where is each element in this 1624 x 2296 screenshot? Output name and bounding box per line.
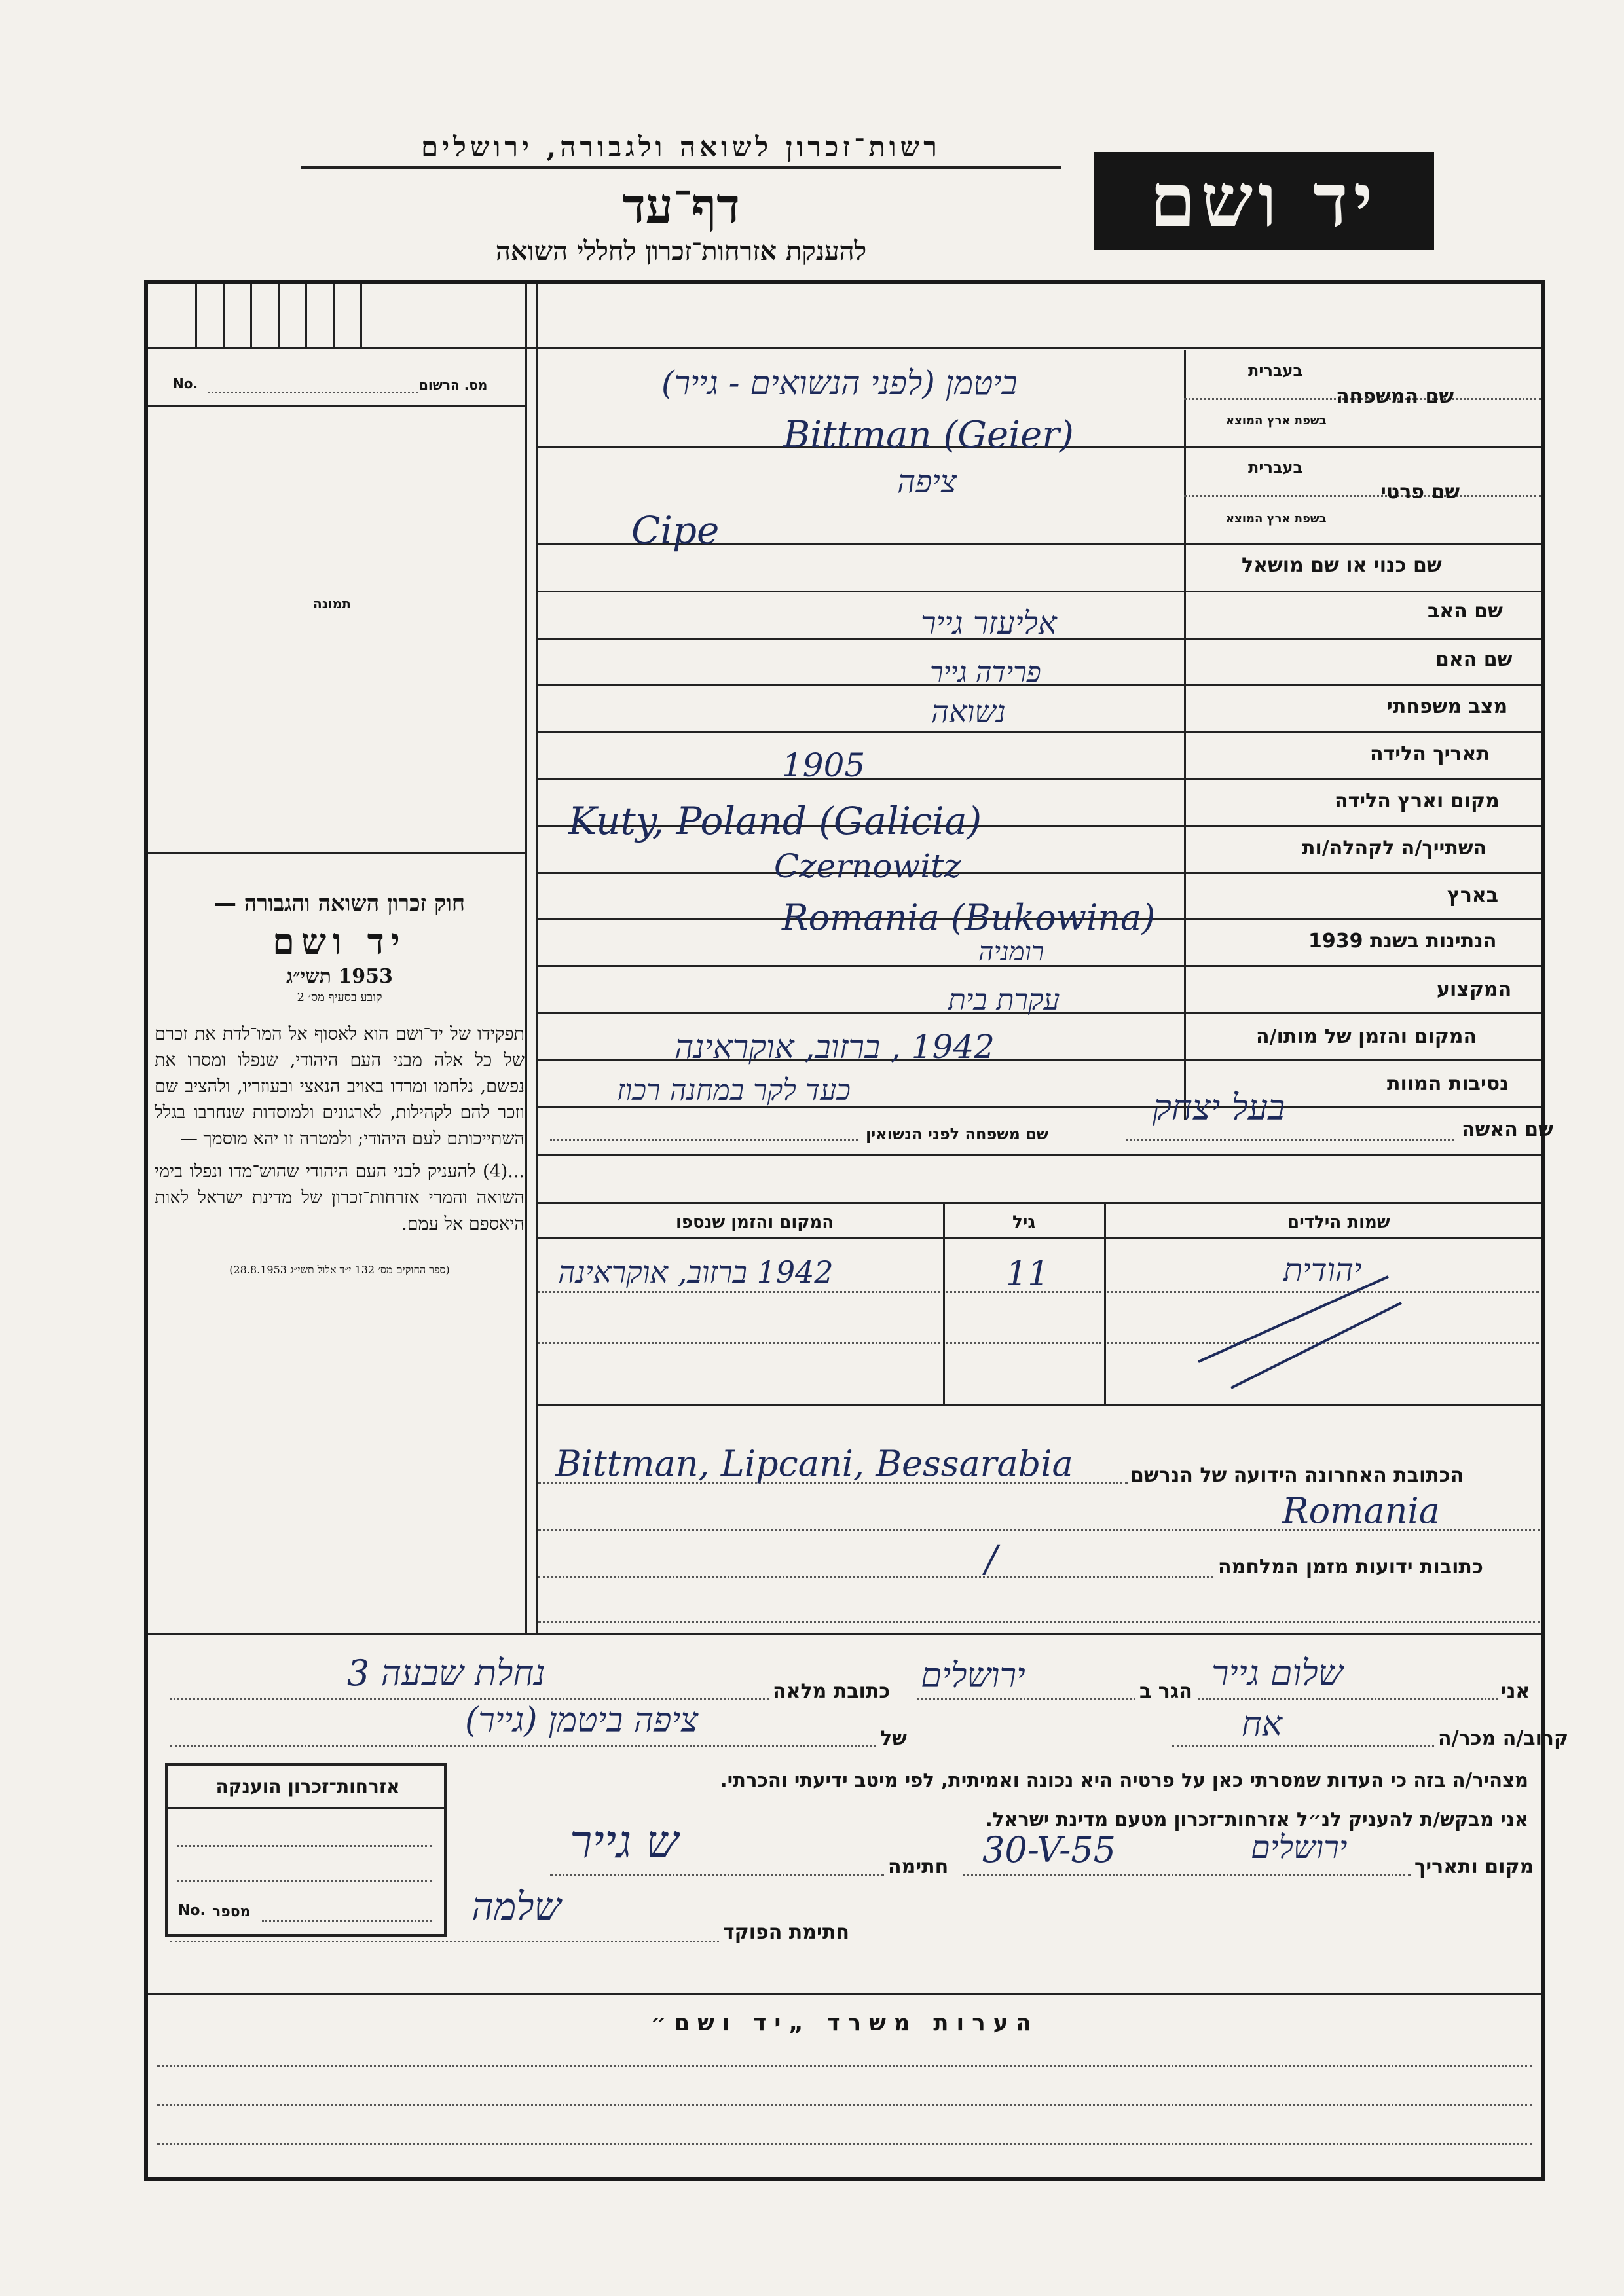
child-age-value: 11: [1006, 1254, 1050, 1294]
signature-line: [550, 1874, 884, 1876]
community-label: השתייך/ה לקהלה/ות: [1302, 837, 1487, 860]
law-source: (ספר החוקים מס׳ 132 י״ד אלול תשי״ג 28.8.1953): [229, 1264, 450, 1276]
children-place-header: המקום והזמן שנספו: [676, 1212, 834, 1232]
law-paragraph-2: ...(4) להעניק לבני העם היהודי שהוש־מדו ונפלו בימי השואה והמרי אזרחות־זכרון של מדינת ישראל לאות היאספם אל עמם.: [155, 1161, 525, 1234]
profession-label: המקצוע: [1437, 978, 1512, 1001]
family-name-label: שם המשפחה: [1336, 385, 1454, 408]
of-value: ציפה ביטמן (גייר): [465, 1701, 699, 1740]
children-col-divider: [1104, 1202, 1106, 1404]
marital-status-label: מצב משפחתי: [1387, 695, 1508, 718]
cell-divider: [278, 284, 280, 347]
resides-value: ירושלים: [921, 1656, 1025, 1696]
law-name: יד ושם: [272, 920, 407, 962]
citizenship-value: רומניה: [978, 937, 1044, 967]
death-place-value: 1942 , ברזוב, אוקראינה: [674, 1028, 995, 1066]
children-row-line: [538, 1342, 940, 1344]
wartime-address-line-2: [538, 1621, 1540, 1623]
document-subtitle: להענקת אזרחות־זכרון לחללי השואה: [495, 236, 867, 266]
row-divider: [536, 778, 1541, 780]
resides-line: [917, 1698, 1135, 1700]
date-value: 30-V-55: [982, 1829, 1116, 1870]
country-value: Romania (Bukowina): [782, 897, 1156, 938]
relation-line: [1172, 1745, 1434, 1747]
notes-line: [157, 2065, 1532, 2067]
children-col-divider: [943, 1202, 945, 1404]
law-section: קובע בסעיף מס׳ 2: [297, 991, 382, 1004]
death-cause-value: כעד לקר במחנה רכוז: [617, 1074, 851, 1107]
request-text: אני מבקש/ת להעניק לנ״ל אזרחות־זכרון מטעם מדינת ישראל.: [985, 1808, 1528, 1831]
family-name-origin-label: בשפת ארץ המוצא: [1226, 414, 1327, 428]
of-line: [170, 1745, 876, 1747]
declaration-ani-label: אני: [1501, 1680, 1530, 1703]
place-date-line: [963, 1874, 1411, 1876]
cert-box-line: [177, 1845, 432, 1847]
cell-divider: [333, 284, 335, 347]
row-divider: [536, 872, 1541, 874]
first-name-latin-value: Cipe: [631, 508, 720, 553]
father-name-label: שם האב: [1428, 600, 1503, 623]
child-place-value: 1942 ברזוב, אוקראינה: [558, 1254, 834, 1290]
first-name-hebrew-label: בעברית: [1248, 458, 1303, 477]
sub-row-divider: [1184, 495, 1541, 497]
of-label: של: [880, 1727, 907, 1750]
mother-name-value: פרידה גייר: [930, 656, 1041, 688]
wartime-address-line: [538, 1576, 1213, 1578]
official-signature-label: חתימת הפוקד: [723, 1921, 849, 1944]
last-address-line2: Romania: [1282, 1490, 1440, 1531]
spouse-name-label: שם האשה: [1462, 1118, 1553, 1141]
spouse-name-line: [1126, 1139, 1454, 1141]
cert-box-no-label: No.: [178, 1903, 206, 1919]
nickname-label: שם כנוי או שם מושאל: [1242, 554, 1442, 577]
cell-divider: [195, 284, 197, 347]
signature-value: ש גייר: [570, 1815, 679, 1868]
first-name-hebrew-value: ציפה: [897, 464, 957, 500]
declaration-text: מצהיר/ה בזה כי העדות שמסרתי כאן על פרטיה היא נכונה ואמיתית, לפי מיטב ידיעתי והכרתי.: [720, 1769, 1528, 1791]
citizenship-label: הנתינות בשנת 1939: [1308, 930, 1497, 953]
left-column-divider: [525, 284, 527, 1633]
registry-divider: [148, 405, 525, 407]
spouse-maiden-line: [550, 1139, 858, 1141]
registry-no-label: No.: [173, 376, 198, 392]
father-name-value: אליעזר גייר: [921, 605, 1057, 642]
relation-value: אח: [1242, 1705, 1282, 1744]
official-signature-value: שלמה: [471, 1884, 561, 1929]
death-cause-label: נסיבות המוות: [1387, 1072, 1509, 1095]
photo-label: תמונה: [313, 596, 351, 611]
children-header-bottom: [536, 1237, 1541, 1239]
left-column-divider-inner: [536, 284, 538, 1633]
registry-label: מס. הרשום: [419, 377, 488, 393]
cert-box-title: אזרחות־זכרון הוענקה: [215, 1776, 400, 1797]
last-address-line1: Bittman, Lipcani, Bessarabia: [555, 1443, 1073, 1484]
child-name-value: יהודית: [1283, 1252, 1362, 1288]
spouse-name-value: בעל יצחק: [1153, 1087, 1285, 1128]
profession-value: עקרת בית: [948, 983, 1060, 1017]
witness-name-line: [1198, 1698, 1498, 1700]
country-label: בארץ: [1447, 884, 1499, 907]
official-signature-line: [170, 1941, 719, 1942]
children-header-line: [536, 1202, 1541, 1204]
marital-status-value: נשואה: [931, 694, 1006, 729]
mother-name-label: שם האם: [1435, 648, 1513, 671]
photo-divider: [148, 852, 525, 854]
cell-divider: [250, 284, 252, 347]
birth-date-value: 1905: [782, 746, 866, 784]
document-title: דף־עד: [622, 178, 740, 234]
cert-box-number-label: מספר: [212, 1904, 251, 1920]
witness-name-value: שלום גייר: [1211, 1652, 1343, 1694]
authority-name: רשות־זכרון לשואה ולגבורה, ירושלים: [301, 131, 1061, 169]
birth-place-value: Kuty, Poland (Galicia): [568, 799, 982, 843]
row-divider: [536, 1154, 1541, 1156]
notes-divider: [148, 1993, 1541, 1995]
resides-label: הגר ב: [1139, 1680, 1192, 1703]
children-names-header: שמות הילדים: [1287, 1212, 1390, 1232]
notes-title: הערות משרד „יד ושם״: [650, 2010, 1039, 2036]
children-table-bottom: [536, 1404, 1541, 1406]
family-name-hebrew-value: ביטמן (לפני הנשואים - גייר): [661, 364, 1018, 402]
first-name-label: שם פרטי: [1380, 481, 1460, 503]
place-date-label: מקום ותאריך: [1414, 1855, 1534, 1878]
yad-vashem-logo: יד ושם: [1094, 152, 1434, 250]
cell-divider: [305, 284, 307, 347]
family-name-latin-value: Bittman (Geier): [783, 414, 1074, 456]
community-value: Czernowitz: [774, 847, 961, 885]
row-divider: [536, 731, 1541, 733]
notes-line: [157, 2104, 1532, 2106]
row-divider: [536, 591, 1541, 592]
children-age-header: גיל: [1012, 1212, 1036, 1232]
cert-box-divider: [168, 1807, 444, 1809]
law-title: חוק זכרון השואה והגבורה —: [213, 890, 466, 917]
full-address-label: כתובת מלאה: [773, 1680, 891, 1703]
cell-divider: [360, 284, 362, 347]
law-text-block: [155, 890, 525, 1277]
cert-box-line: [177, 1880, 432, 1882]
signature-label: חתימה: [888, 1855, 949, 1878]
law-year: 1953 תשי״ג: [286, 965, 393, 988]
top-row-divider: [148, 347, 1541, 349]
wartime-address-value: /: [985, 1539, 997, 1581]
strike-through-lines: [1192, 1264, 1408, 1394]
death-place-label: המקום והזמן של מותו/ה: [1256, 1025, 1477, 1048]
children-row-line: [946, 1342, 1101, 1344]
family-name-hebrew-label: בעברית: [1248, 361, 1303, 380]
registry-line: [208, 392, 418, 393]
notes-line: [157, 2143, 1532, 2145]
cell-divider: [223, 284, 225, 347]
relation-label: קרוב/ה מכר/ה: [1438, 1727, 1569, 1750]
birth-date-label: תאריך הלידה: [1370, 742, 1490, 765]
declaration-divider: [148, 1633, 1541, 1635]
birth-place-label: מקום וארץ הלידה: [1335, 790, 1500, 812]
cert-box-number-line: [262, 1920, 432, 1922]
first-name-origin-label: בשפת ארץ המוצא: [1226, 512, 1327, 526]
full-address-value: נחלת שבעה 3: [347, 1652, 545, 1694]
place-value: ירושלים: [1251, 1829, 1348, 1866]
children-row-line: [538, 1291, 940, 1293]
wartime-address-label: כתובות ידועות מזמן המלחמה: [1218, 1556, 1483, 1578]
spouse-maiden-label: שם משפחה לפני הנשואין: [866, 1125, 1049, 1143]
law-paragraph-1: תפקידו של יד־ושם הוא לאסוף אל המו־לדת את זכרם של כל אלה מבני העם היהודי, שנפלו ומסרו את נפשם, נלחמו ומרדו באויב הנאצי ובעוזריו, ולהציב שם וזכר להם לקהילות, לארגונים ולמוסדות שנחרבו בגלל השתייכותם לעם היהודי; ולמטרה זו יהא מוסמך —: [155, 1024, 525, 1149]
last-address-label: הכתובת האחרונה הידועה של הנרשם: [1130, 1464, 1464, 1487]
label-column-divider: [1184, 350, 1186, 1120]
full-address-line: [170, 1698, 769, 1700]
